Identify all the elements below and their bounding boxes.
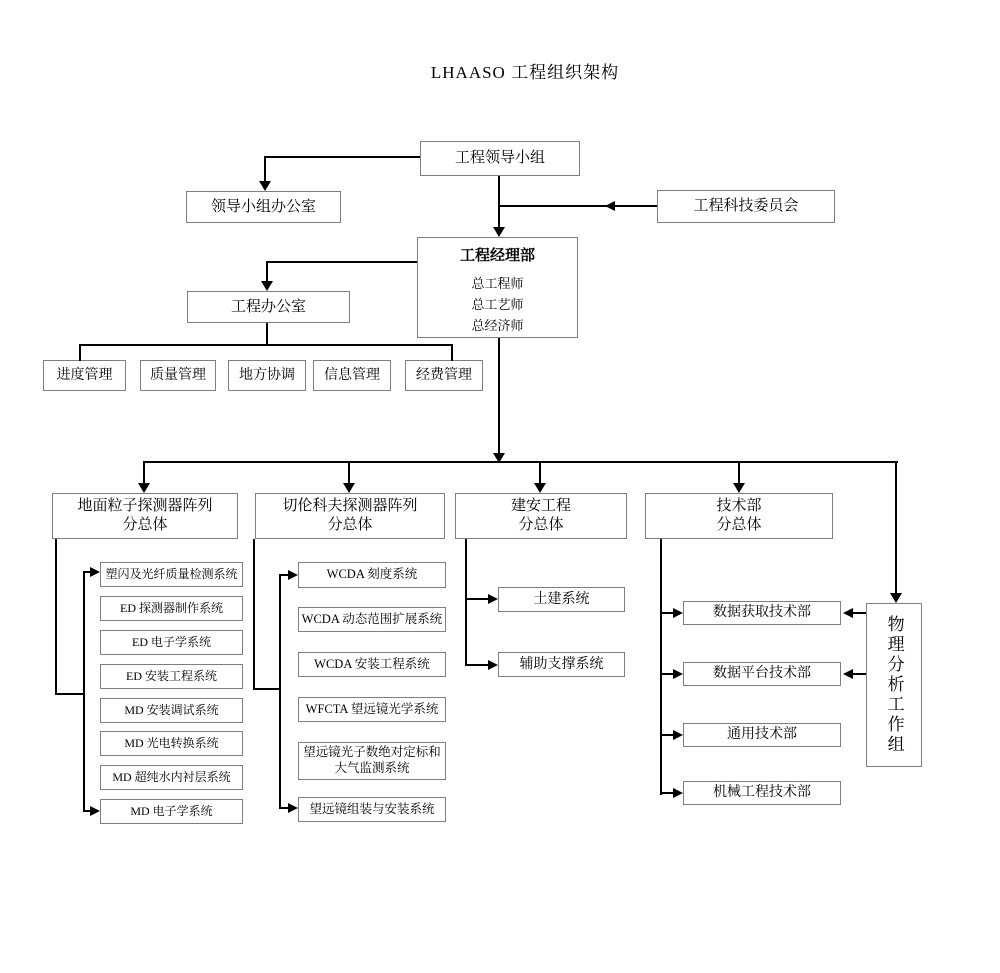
manager-member: 总工程师 [471,275,524,291]
node-manager-dept [417,237,578,338]
node-b2-child: WCDA 动态范围扩展系统 [298,607,446,632]
arrow-right-icon [673,669,683,679]
branch-subtitle: 分总体 [122,517,168,533]
connector-line [465,539,467,666]
arrow-left-icon [605,201,615,211]
manager-member: 总工艺师 [471,296,524,312]
connector-line [55,539,57,695]
arrow-right-icon [488,660,498,670]
arrow-down-icon [733,483,745,493]
node-b4-child: 数据获取技术部 [683,601,841,625]
arrow-right-icon [673,730,683,740]
node-branch-head-cherenkov-array [255,493,445,539]
arrow-down-icon [138,483,150,493]
connector-line [266,261,417,263]
node-b4-child: 机械工程技术部 [683,781,841,805]
connector-line [264,156,266,182]
node-physics-analysis-group [866,603,922,767]
branch-subtitle: 分总体 [518,517,564,533]
connector-line [498,176,500,229]
connector-line [451,344,453,361]
node-b1-child: MD 电子学系统 [100,799,243,824]
node-leadership-group: 工程领导小组 [420,141,580,176]
node-b1-child: 塑闪及光纤质量检测系统 [100,562,243,587]
connector-line [465,664,490,666]
node-b1-child: ED 安装工程系统 [100,664,243,689]
branch-title: 地面粒子探测器阵列 [77,498,213,515]
chart-title: LHAASO 工程组织架构 [430,63,620,82]
connector-line [660,539,662,795]
connector-line [500,205,657,207]
node-b2-child: WCDA 安装工程系统 [298,652,446,677]
branch-subtitle: 分总体 [716,517,762,533]
physics-group-label: 物理分析工作组 [884,615,904,755]
node-mgmt-budget: 经费管理 [405,360,483,391]
connector-line [55,693,85,695]
arrow-down-icon [259,181,271,191]
connector-line [265,156,420,158]
node-b2-child: 望远镜组装与安装系统 [298,797,446,822]
arrow-right-icon [673,608,683,618]
connector-line [143,461,145,484]
arrow-down-icon [261,281,273,291]
connector-line [79,344,453,346]
connector-line [348,461,350,484]
node-mgmt-schedule: 进度管理 [43,360,126,391]
arrow-right-icon [90,567,100,577]
connector-line [266,261,268,282]
node-b1-child: MD 安装调试系统 [100,698,243,723]
branch-title: 建安工程 [510,498,571,515]
node-b2-child: 望远镜光子数绝对定标和大气监测系统 [298,742,446,780]
arrow-down-icon [493,227,505,237]
branch-title: 技术部 [716,498,762,515]
arrow-left-icon [843,608,853,618]
node-mgmt-local: 地方协调 [228,360,306,391]
arrow-down-icon [343,483,355,493]
node-branch-head-construction [455,493,627,539]
arrow-down-icon [534,483,546,493]
node-b2-child: WCDA 刻度系统 [298,562,446,588]
connector-line [738,461,740,484]
node-mgmt-quality: 质量管理 [140,360,216,391]
node-branch-head-technical [645,493,833,539]
node-branch-head-ground-array [52,493,238,539]
arrow-right-icon [673,788,683,798]
node-b1-child: MD 光电转换系统 [100,731,243,756]
node-b1-child: ED 探测器制作系统 [100,596,243,621]
node-leadership-office: 领导小组办公室 [186,191,341,223]
node-b3-child: 辅助支撑系统 [498,652,625,677]
branch-title: 切伦科夫探测器阵列 [282,498,418,515]
branch-subtitle: 分总体 [327,517,373,533]
arrow-left-icon [843,669,853,679]
node-project-office: 工程办公室 [187,291,350,323]
connector-line [266,323,268,346]
node-sci-tech-committee: 工程科技委员会 [657,190,835,223]
node-b1-child: MD 超纯水内衬层系统 [100,765,243,790]
node-b4-child: 数据平台技术部 [683,662,841,686]
arrow-right-icon [288,570,298,580]
connector-line [144,461,898,463]
manager-dept-title: 工程经理部 [459,248,535,264]
node-b4-child: 通用技术部 [683,723,841,747]
connector-line [895,461,897,593]
connector-line [465,598,490,600]
connector-line [253,539,255,690]
node-b2-child: WFCTA 望远镜光学系统 [298,697,446,722]
node-b3-child: 土建系统 [498,587,625,612]
connector-line [253,688,281,690]
node-b1-child: ED 电子学系统 [100,630,243,655]
arrow-right-icon [288,803,298,813]
arrow-down-icon [890,593,902,603]
arrow-right-icon [90,806,100,816]
connector-line [83,571,85,812]
connector-line [498,338,500,455]
manager-member: 总经济师 [471,317,524,333]
arrow-right-icon [488,594,498,604]
connector-line [79,344,81,361]
connector-line [539,461,541,484]
connector-line [279,574,281,809]
node-mgmt-info: 信息管理 [313,360,391,391]
